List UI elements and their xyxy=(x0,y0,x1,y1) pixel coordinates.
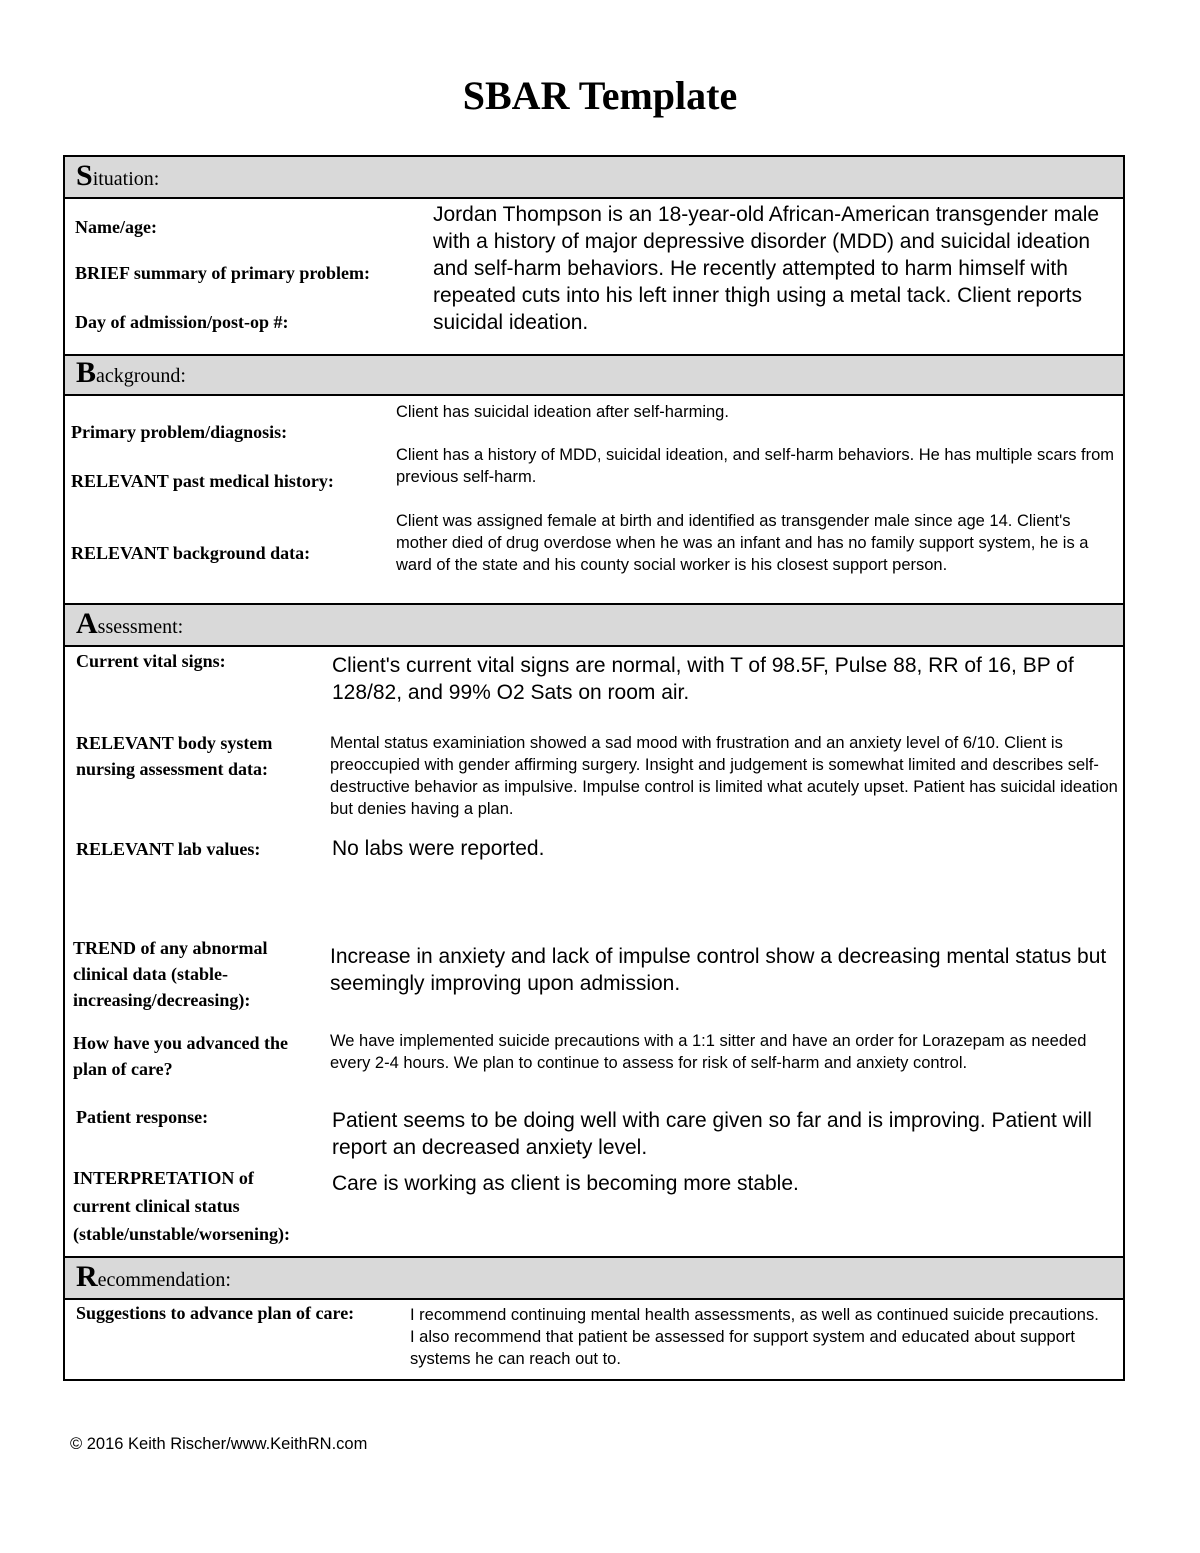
primary-problem-label: Primary problem/diagnosis: xyxy=(71,422,288,442)
lab-values-label: RELEVANT lab values: xyxy=(76,839,261,859)
trend-value: Increase in anxiety and lack of impulse control show a decreasing mental status but seemingly improving upon admission. xyxy=(330,945,1107,995)
background-header xyxy=(65,356,1123,396)
recommendation-header-initial: R xyxy=(76,1260,98,1293)
situation-header-initial: S xyxy=(76,159,93,192)
patient-response-value: Patient seems to be doing well with care given so far and is improving. Patient will report an decreased anxiety level. xyxy=(332,1109,1092,1159)
background-header-text xyxy=(76,356,186,390)
interpretation-label-line2: current clinical status xyxy=(73,1196,240,1216)
suggestions-label: Suggestions to advance plan of care: xyxy=(76,1303,355,1323)
body-system-label-line2: nursing assessment data: xyxy=(76,759,269,779)
situation-header-text xyxy=(76,159,159,193)
background-header-label: ackground: xyxy=(96,365,186,387)
background-data-label: RELEVANT background data: xyxy=(71,543,311,563)
body-system-value: Mental status examiniation showed a sad mood with frustration and an anxiety level of 6/10. Client is preoccupied with gender affirming surgery. Insight and judgement is somewhat limited and describes self-destructive behavior as impulsive. Impulse control is limited what acutely upset. Patient has suicidal ideation but denies having a plan. xyxy=(330,734,1118,818)
copyright-footer: © 2016 Keith Rischer/www.KeithRN.com xyxy=(70,1435,368,1453)
recommendation-header-label: ecommendation: xyxy=(97,1269,231,1291)
situation-summary: Jordan Thompson is an 18-year-old African-American transgender male with a history of major depressive disorder (MDD) and suicidal ideation and self-harm behaviors. He recently attempted to harm himself with repeated cuts into his left inner thigh using a metal tack. Client reports suicidal ideation. xyxy=(433,203,1100,334)
interpretation-value: Care is working as client is becoming more stable. xyxy=(332,1172,799,1195)
background-data-value: Client was assigned female at birth and identified as transgender male since age 14. Client's mother died of drug overdose when he was an infant and has no family support system, he is a ward of the state and his county social worker is his closest support person. xyxy=(396,512,1089,574)
assessment-header-initial: A xyxy=(76,607,98,640)
day-of-admission-label: Day of admission/post-op #: xyxy=(75,312,289,332)
advanced-plan-label-line1: How have you advanced the xyxy=(73,1033,289,1053)
assessment-header-text xyxy=(76,607,183,641)
patient-response-label: Patient response: xyxy=(76,1107,209,1127)
suggestions-value: I recommend continuing mental health assessments, as well as continued suicide precautions. I also recommend that patient be assessed for support system and educated about support systems he can reach out to. xyxy=(410,1306,1099,1368)
interpretation-label-line1: INTERPRETATION of xyxy=(73,1168,254,1188)
trend-label-line3: increasing/decreasing): xyxy=(73,990,251,1010)
past-history-value: Client has a history of MDD, suicidal ideation, and self-harm behaviors. He has multiple scars from previous self-harm. xyxy=(396,446,1115,486)
primary-problem-value: Client has suicidal ideation after self-harming. xyxy=(396,403,729,421)
sbar-table xyxy=(63,155,1125,1381)
background-header-initial: B xyxy=(76,356,97,389)
vital-signs-value: Client's current vital signs are normal, with T of 98.5F, Pulse 88, RR of 16, BP of 128/82, and 99% O2 Sats on room air. xyxy=(332,654,1074,704)
situation-header-label: ituation: xyxy=(92,168,160,190)
past-history-label: RELEVANT past medical history: xyxy=(71,471,334,491)
trend-label-line1: TREND of any abnormal xyxy=(73,938,268,958)
vital-signs-label: Current vital signs: xyxy=(76,651,226,671)
assessment-header xyxy=(65,605,1123,647)
assessment-header-label: ssessment: xyxy=(97,616,184,638)
advanced-plan-value: We have implemented suicide precautions with a 1:1 sitter and have an order for Lorazepam as needed every 2-4 hours. We plan to continue to assess for risk of self-harm and anxiety control. xyxy=(330,1032,1087,1072)
trend-label-line2: clinical data (stable- xyxy=(73,964,228,984)
brief-summary-label: BRIEF summary of primary problem: xyxy=(75,263,370,283)
recommendation-header-text xyxy=(76,1260,231,1294)
recommendation-header xyxy=(65,1258,1123,1300)
name-age-label: Name/age: xyxy=(75,217,157,237)
lab-values-value: No labs were reported. xyxy=(332,837,545,860)
interpretation-label-line3: (stable/unstable/worsening): xyxy=(73,1224,291,1244)
advanced-plan-label-line2: plan of care? xyxy=(73,1059,173,1079)
page-title: SBAR Template xyxy=(462,73,738,118)
body-system-label-line1: RELEVANT body system xyxy=(76,733,273,753)
situation-header xyxy=(65,157,1123,199)
